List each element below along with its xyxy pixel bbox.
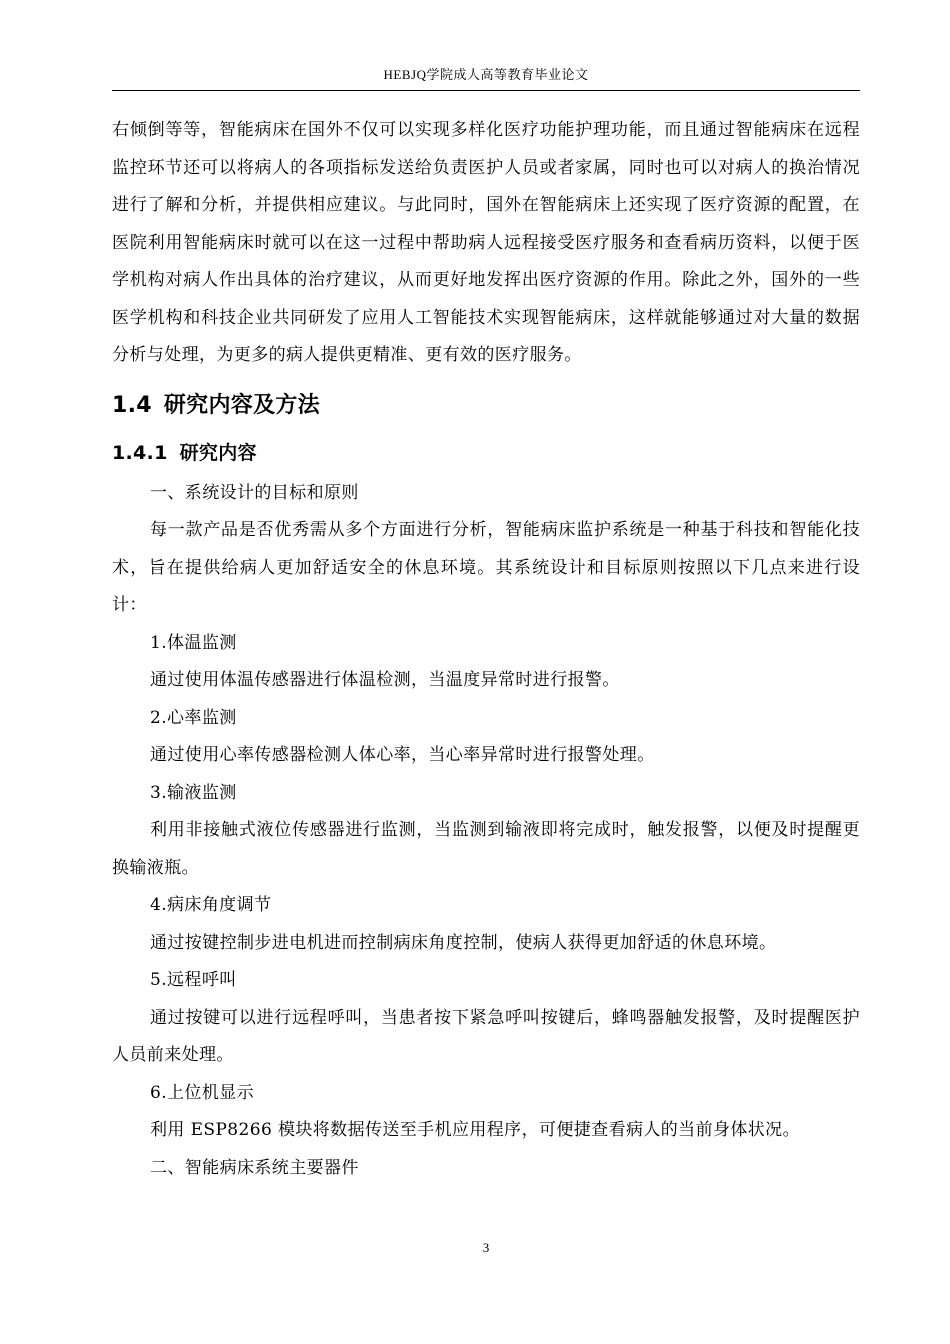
item-title: 3.输液监测 [150, 782, 237, 803]
item-text: 利用 ESP8266 模块将数据传送至手机应用程序，可便捷查看病人的当前身体状况。 [150, 1120, 800, 1140]
item-text: 利用非接触式液位传感器进行监测，当监测到输液即将完成时，触发报警，以便及时提醒更换输液瓶。 [112, 820, 860, 878]
body-text [112, 112, 860, 1187]
item-title: 1.体温监测 [150, 632, 237, 653]
item-title: 5.远程呼叫 [150, 970, 237, 990]
header-rule [112, 90, 860, 91]
section-heading-1-4 [112, 385, 860, 427]
item-text: 通过按键可以进行远程呼叫，当患者按下紧急呼叫按键后，蜂鸣器触发报警，及时提醒医护人员前来处理。 [112, 1007, 860, 1065]
subsection-title: 研究内容 [179, 441, 257, 464]
section-number: 1.4 [112, 392, 152, 418]
running-header: HEBJQ学院成人高等教育毕业论文 [383, 67, 589, 82]
item-title: 2.心率监测 [150, 707, 237, 728]
design-intro-paragraph: 每一款产品是否优秀需从多个方面进行分析，智能病床监护系统是一种基于科技和智能化技术，旨在提供给病人更加舒适安全的休息环境。其系统设计和目标原则按照以下几点来进行设计： [112, 520, 860, 615]
intro-paragraph: 右倾倒等等，智能病床在国外不仅可以实现多样化医疗功能护理功能，而且通过智能病床在远程监控环节还可以将病人的各项指标发送给负责医护人员或者家属，同时也可以对病人的换治情况进行了解和分析，并提供相应建议。与此同时，国外在智能病床上还实现了医疗资源的配置，在医院利用智能病床时就可以在这一过程中帮助病人远程接受医疗服务和查看病历资料，以便于医学机构对病人作出具体的治疗建议，从而更好地发挥出医疗资源的作用。除此之外，国外的一些医学机构和科技企业共同研发了应用人工智能技术实现智能病床，这样就能够通过对大量的数据分析与处理，为更多的病人提供更精准、更有效的医疗服务。 [112, 120, 860, 365]
item-title: 4.病床角度调节 [150, 895, 272, 915]
subheading-components: 二、智能病床系统主要器件 [150, 1157, 359, 1178]
item-title: 6.上位机显示 [150, 1082, 255, 1103]
item-text: 通过使用体温传感器进行体温检测，当温度异常时进行报警。 [150, 670, 620, 690]
subheading-goals: 一、系统设计的目标和原则 [150, 482, 359, 503]
page-number: 3 [482, 1240, 490, 1255]
subsection-number: 1.4.1 [112, 441, 168, 464]
section-title: 研究内容及方法 [163, 392, 320, 418]
item-text: 通过按键控制步进电机进而控制病床角度控制，使病人获得更加舒适的休息环境。 [150, 932, 777, 953]
subsection-heading-1-4-1 [112, 433, 860, 473]
item-text: 通过使用心率传感器检测人体心率，当心率异常时进行报警处理。 [150, 745, 655, 765]
